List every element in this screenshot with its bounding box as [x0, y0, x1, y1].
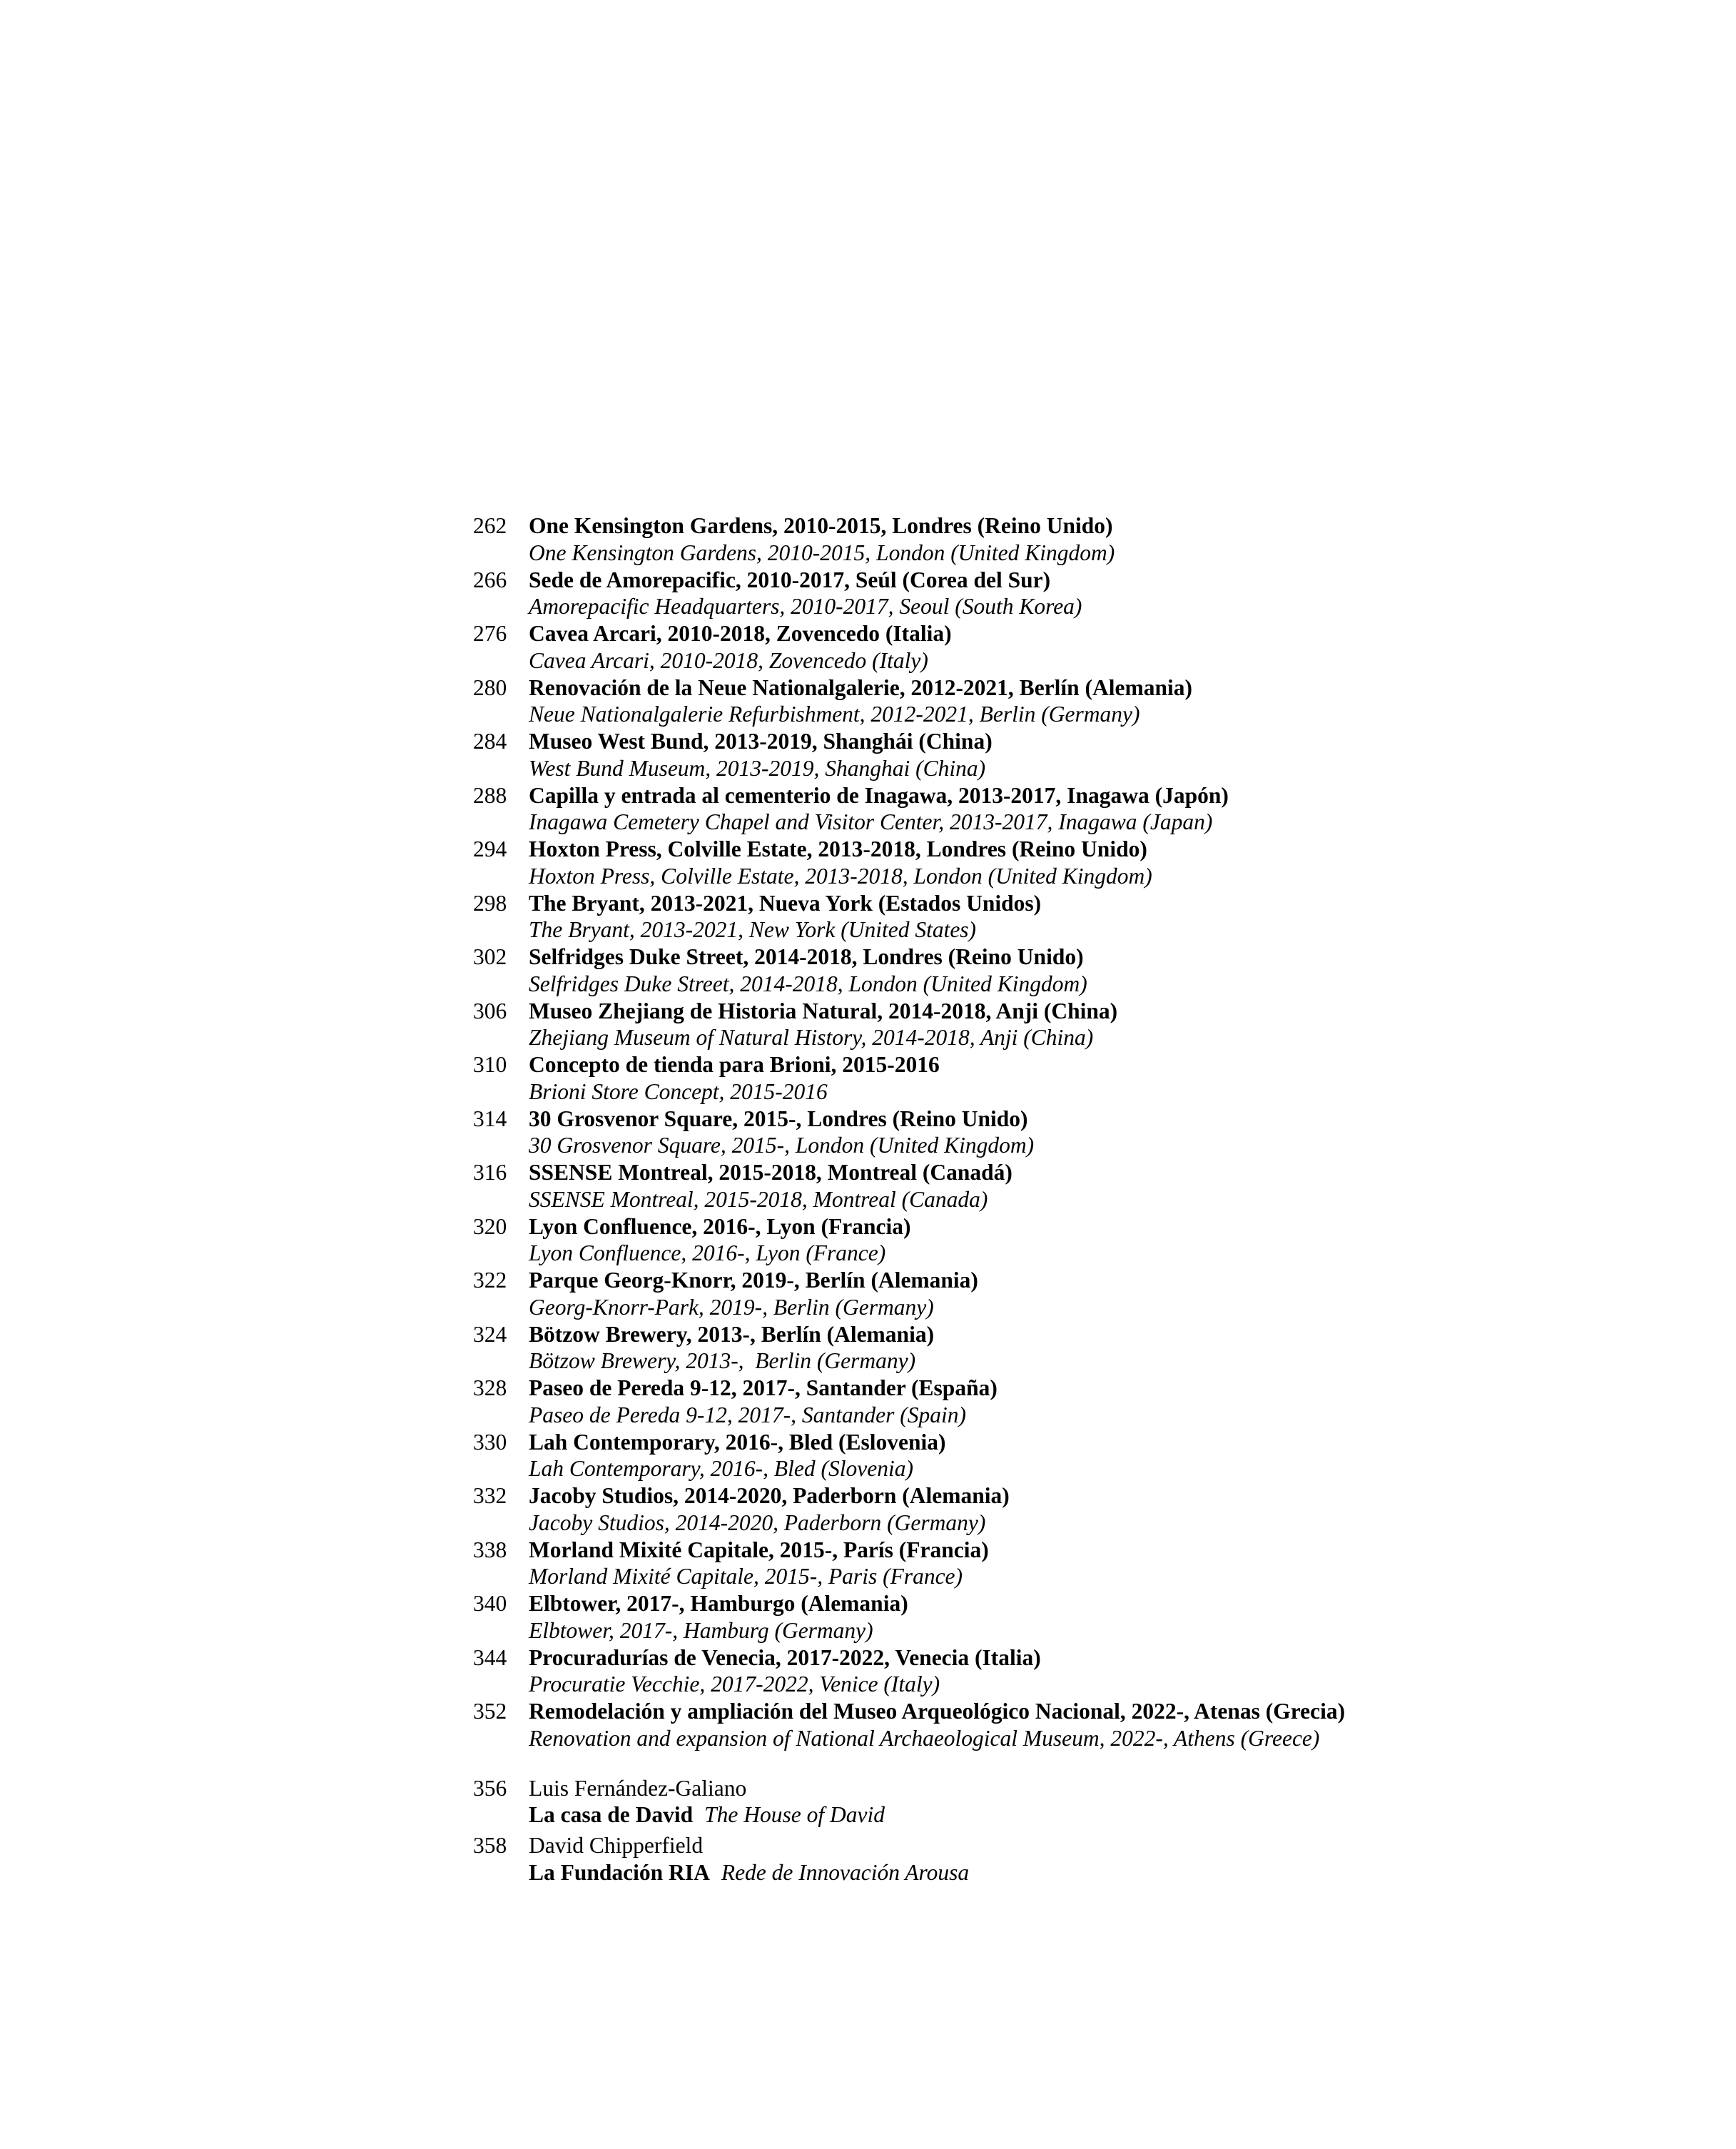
- toc-entry-subtitle-line: [473, 1240, 1345, 1267]
- toc-entry-title-spanish: Renovación de la Neue Nationalgalerie, 2012-2021, Berlín (Alemania): [529, 674, 1193, 700]
- toc-entry-title-spanish: Capilla y entrada al cementerio de Inagawa, 2013-2017, Inagawa (Japón): [529, 782, 1229, 808]
- toc-entry-page-number: 330: [473, 1429, 507, 1455]
- toc-entry-title-spanish: Bötzow Brewery, 2013-, Berlín (Alemania): [529, 1321, 935, 1347]
- toc-entry-title-english: SSENSE Montreal, 2015-2018, Montreal (Canada): [529, 1186, 988, 1212]
- toc-entry: [473, 998, 1345, 1052]
- toc-entry-title-line: [473, 1698, 1345, 1725]
- toc-entry-title-spanish: Hoxton Press, Colville Estate, 2013-2018, Londres (Reino Unido): [529, 836, 1147, 861]
- toc-entry: [473, 1159, 1345, 1213]
- toc-entry-title-spanish: Elbtower, 2017-, Hamburgo (Alemania): [529, 1591, 908, 1616]
- toc-entry-title-english: Renovation and expansion of National Archaeological Museum, 2022-, Athens (Greece): [529, 1725, 1320, 1751]
- toc-entry-page-number: 280: [473, 674, 507, 700]
- toc-entry-title-line: [473, 1106, 1345, 1133]
- toc-entry-title-line: [473, 512, 1345, 540]
- toc-entry-title-spanish: Lah Contemporary, 2016-, Bled (Eslovenia): [529, 1429, 946, 1455]
- toc-essay-titles: [529, 1801, 885, 1829]
- toc-entry-title-line: [473, 1213, 1345, 1240]
- toc-entry: [473, 944, 1345, 998]
- toc-entry-page-number: 262: [473, 513, 507, 538]
- toc-entry-title-english: Morland Mixité Capitale, 2015-, Paris (France): [529, 1564, 963, 1589]
- toc-entry-title-line: [473, 1267, 1345, 1294]
- toc-entry-title-english: The Bryant, 2013-2021, New York (United States): [529, 917, 977, 943]
- toc-entry-title-line: [473, 1051, 1345, 1078]
- toc-entry-title-spanish: The Bryant, 2013-2021, Nueva York (Estados Unidos): [529, 890, 1042, 916]
- toc-entry-subtitle-line: [473, 1617, 1345, 1644]
- toc-entry: [473, 1321, 1345, 1375]
- toc-essay-author-line: [473, 1832, 1345, 1859]
- toc-entry-subtitle-line: [473, 1132, 1345, 1159]
- toc-entry-page-number: 288: [473, 782, 507, 808]
- toc-entry-subtitle-line: [473, 647, 1345, 674]
- toc-entry-page-number: 344: [473, 1644, 507, 1670]
- toc-entry: [473, 782, 1345, 836]
- toc-entry-title-line: [473, 674, 1345, 702]
- toc-entry-title-english: Elbtower, 2017-, Hamburg (Germany): [529, 1617, 873, 1643]
- toc-entry-page-number: 298: [473, 890, 507, 916]
- toc-entry-subtitle-line: [473, 1024, 1345, 1051]
- toc-entry: [473, 512, 1345, 567]
- toc-essay-author: Luis Fernández-Galiano: [529, 1775, 747, 1801]
- toc-essay: [473, 1832, 1345, 1886]
- toc-essay-title-spanish: La Fundación RIA: [529, 1859, 710, 1885]
- toc-entry-subtitle-line: [473, 1294, 1345, 1321]
- toc-entry: [473, 1051, 1345, 1106]
- toc-entry-title-line: [473, 567, 1345, 594]
- toc-entry-title-english: West Bund Museum, 2013-2019, Shanghai (China): [529, 755, 986, 781]
- toc-entry-subtitle-line: [473, 593, 1345, 620]
- toc-essay-title-english: Rede de Innovación Arousa: [721, 1859, 970, 1885]
- toc-essay: [473, 1775, 1345, 1829]
- toc-entry-page-number: 352: [473, 1699, 507, 1724]
- toc-entry-subtitle-line: [473, 1725, 1345, 1752]
- toc-entry-subtitle-line: [473, 1563, 1345, 1590]
- toc-entry-title-spanish: Cavea Arcari, 2010-2018, Zovencedo (Italia): [529, 621, 952, 646]
- toc-entry-title-english: Lyon Confluence, 2016-, Lyon (France): [529, 1240, 886, 1266]
- toc-entry: [473, 728, 1345, 782]
- toc-entry-subtitle-line: [473, 809, 1345, 836]
- toc-project-list: [473, 512, 1345, 1752]
- toc-entry-page-number: 324: [473, 1321, 507, 1347]
- toc-entry-title-english: Georg-Knorr-Park, 2019-, Berlin (Germany): [529, 1294, 934, 1320]
- toc-entry-page-number: 328: [473, 1375, 507, 1400]
- toc-entry-page-number: 284: [473, 729, 507, 754]
- toc-entry: [473, 1698, 1345, 1752]
- toc-entry-title-english: Selfridges Duke Street, 2014-2018, London (United Kingdom): [529, 971, 1087, 996]
- toc-entry-title-spanish: Jacoby Studios, 2014-2020, Paderborn (Alemania): [529, 1483, 1010, 1508]
- toc-essay-title-line: [473, 1801, 1345, 1829]
- toc-entry-subtitle-line: [473, 1402, 1345, 1429]
- toc-entry-title-line: [473, 1159, 1345, 1186]
- toc-entry-page-number: 314: [473, 1106, 507, 1131]
- toc-entry-title-line: [473, 1590, 1345, 1617]
- toc-entry: [473, 890, 1345, 944]
- toc-entry-subtitle-line: [473, 1347, 1345, 1375]
- toc-entry-page-number: 340: [473, 1591, 507, 1616]
- toc-essay-list: [473, 1775, 1345, 1886]
- toc-essay-title-english: The House of David: [704, 1802, 885, 1828]
- toc-entry-page-number: 302: [473, 944, 507, 969]
- toc-entry-title-spanish: Paseo de Pereda 9-12, 2017-, Santander (España): [529, 1375, 998, 1400]
- toc-block: [473, 512, 1345, 1886]
- toc-entry-title-spanish: SSENSE Montreal, 2015-2018, Montreal (Canadá): [529, 1160, 1012, 1185]
- toc-entry: [473, 1644, 1345, 1699]
- toc-entry-title-line: [473, 944, 1345, 971]
- toc-entry-title-line: [473, 890, 1345, 917]
- toc-entry-title-line: [473, 998, 1345, 1025]
- toc-entry: [473, 567, 1345, 621]
- toc-entry-title-english: Brioni Store Concept, 2015-2016: [529, 1078, 828, 1104]
- toc-entry-subtitle-line: [473, 863, 1345, 890]
- toc-entry-title-line: [473, 836, 1345, 863]
- toc-entry-title-line: [473, 1321, 1345, 1348]
- toc-entry-title-english: Paseo de Pereda 9-12, 2017-, Santander (Spain): [529, 1402, 966, 1427]
- toc-entry-title-line: [473, 1482, 1345, 1510]
- toc-essay-title-line: [473, 1859, 1345, 1886]
- toc-entry-title-english: 30 Grosvenor Square, 2015-, London (United Kingdom): [529, 1133, 1035, 1158]
- toc-essay-title-spanish: La casa de David: [529, 1802, 694, 1828]
- toc-entry-title-spanish: Museo West Bund, 2013-2019, Shanghái (China): [529, 729, 993, 754]
- toc-entry-subtitle-line: [473, 1671, 1345, 1698]
- toc-entry-title-spanish: Remodelación y ampliación del Museo Arqueológico Nacional, 2022-, Atenas (Grecia): [529, 1699, 1346, 1724]
- toc-entry-subtitle-line: [473, 701, 1345, 728]
- toc-entry-title-spanish: Selfridges Duke Street, 2014-2018, Londres (Reino Unido): [529, 944, 1084, 969]
- toc-entry-page-number: 310: [473, 1052, 507, 1077]
- toc-entry-page-number: 332: [473, 1483, 507, 1508]
- toc-entry-subtitle-line: [473, 916, 1345, 944]
- toc-entry-title-line: [473, 1644, 1345, 1672]
- toc-entry-title-english: Bötzow Brewery, 2013-, Berlin (Germany): [529, 1348, 916, 1374]
- toc-entry-title-spanish: Concepto de tienda para Brioni, 2015-2016: [529, 1052, 940, 1077]
- toc-entry-title-english: Cavea Arcari, 2010-2018, Zovencedo (Italy): [529, 647, 928, 673]
- toc-entry-page-number: 266: [473, 567, 507, 592]
- toc-entry-title-spanish: Museo Zhejiang de Historia Natural, 2014-2018, Anji (China): [529, 998, 1118, 1023]
- toc-entry-page-number: 320: [473, 1213, 507, 1239]
- toc-entry-title-line: [473, 728, 1345, 755]
- toc-essay-page-number: 358: [473, 1833, 507, 1858]
- toc-entry: [473, 1482, 1345, 1537]
- toc-entry-title-line: [473, 620, 1345, 647]
- toc-entry: [473, 620, 1345, 674]
- toc-entry-title-spanish: Lyon Confluence, 2016-, Lyon (Francia): [529, 1213, 911, 1239]
- toc-essay-author-line: [473, 1775, 1345, 1802]
- toc-entry-title-english: One Kensington Gardens, 2010-2015, London (United Kingdom): [529, 540, 1115, 565]
- toc-entry-subtitle-line: [473, 971, 1345, 998]
- toc-entry: [473, 1375, 1345, 1429]
- toc-entry-subtitle-line: [473, 540, 1345, 567]
- toc-entry-title-english: Inagawa Cemetery Chapel and Visitor Center, 2013-2017, Inagawa (Japan): [529, 809, 1213, 835]
- toc-entry: [473, 1106, 1345, 1160]
- toc-entry-page-number: 294: [473, 836, 507, 861]
- toc-entry-title-spanish: Morland Mixité Capitale, 2015-, París (Francia): [529, 1537, 989, 1562]
- toc-entry-page-number: 276: [473, 621, 507, 646]
- toc-entry-title-line: [473, 1537, 1345, 1564]
- toc-entry-page-number: 306: [473, 998, 507, 1023]
- toc-entry: [473, 1213, 1345, 1268]
- toc-entry: [473, 1429, 1345, 1483]
- toc-entry-subtitle-line: [473, 1186, 1345, 1213]
- toc-entry-title-english: Zhejiang Museum of Natural History, 2014-2018, Anji (China): [529, 1025, 1094, 1051]
- toc-entry: [473, 1267, 1345, 1321]
- toc-entry-title-english: Procuratie Vecchie, 2017-2022, Venice (Italy): [529, 1672, 940, 1697]
- toc-entry-title-english: Lah Contemporary, 2016-, Bled (Slovenia): [529, 1456, 913, 1482]
- toc-entry-page-number: 322: [473, 1268, 507, 1293]
- toc-entry-title-english: Amorepacific Headquarters, 2010-2017, Seoul (South Korea): [529, 594, 1082, 620]
- toc-entry: [473, 674, 1345, 729]
- toc-essay-author: David Chipperfield: [529, 1833, 704, 1858]
- toc-entry-title-spanish: Sede de Amorepacific, 2010-2017, Seúl (Corea del Sur): [529, 567, 1051, 592]
- toc-entry-subtitle-line: [473, 755, 1345, 782]
- toc-entry-title-spanish: 30 Grosvenor Square, 2015-, Londres (Reino Unido): [529, 1106, 1028, 1131]
- toc-entry-subtitle-line: [473, 1078, 1345, 1106]
- toc-entry-title-line: [473, 782, 1345, 809]
- toc-entry: [473, 836, 1345, 890]
- toc-entry-title-line: [473, 1429, 1345, 1456]
- toc-essay-titles: [529, 1859, 969, 1886]
- toc-entry-title-english: Hoxton Press, Colville Estate, 2013-2018, London (United Kingdom): [529, 863, 1152, 889]
- toc-entry-title-english: Jacoby Studios, 2014-2020, Paderborn (Germany): [529, 1510, 986, 1535]
- toc-entry-title-english: Neue Nationalgalerie Refurbishment, 2012-2021, Berlin (Germany): [529, 702, 1140, 727]
- toc-entry-title-line: [473, 1375, 1345, 1402]
- toc-entry-subtitle-line: [473, 1510, 1345, 1537]
- toc-entry-title-spanish: Parque Georg-Knorr, 2019-, Berlín (Alemania): [529, 1268, 978, 1293]
- toc-entry-title-spanish: One Kensington Gardens, 2010-2015, Londres (Reino Unido): [529, 513, 1113, 538]
- toc-entry-page-number: 338: [473, 1537, 507, 1562]
- toc-entry-title-spanish: Procuradurías de Venecia, 2017-2022, Venecia (Italia): [529, 1644, 1041, 1670]
- toc-entry-page-number: 316: [473, 1160, 507, 1185]
- toc-entry: [473, 1590, 1345, 1644]
- toc-entry-subtitle-line: [473, 1455, 1345, 1482]
- toc-entry: [473, 1537, 1345, 1591]
- toc-essay-page-number: 356: [473, 1775, 507, 1801]
